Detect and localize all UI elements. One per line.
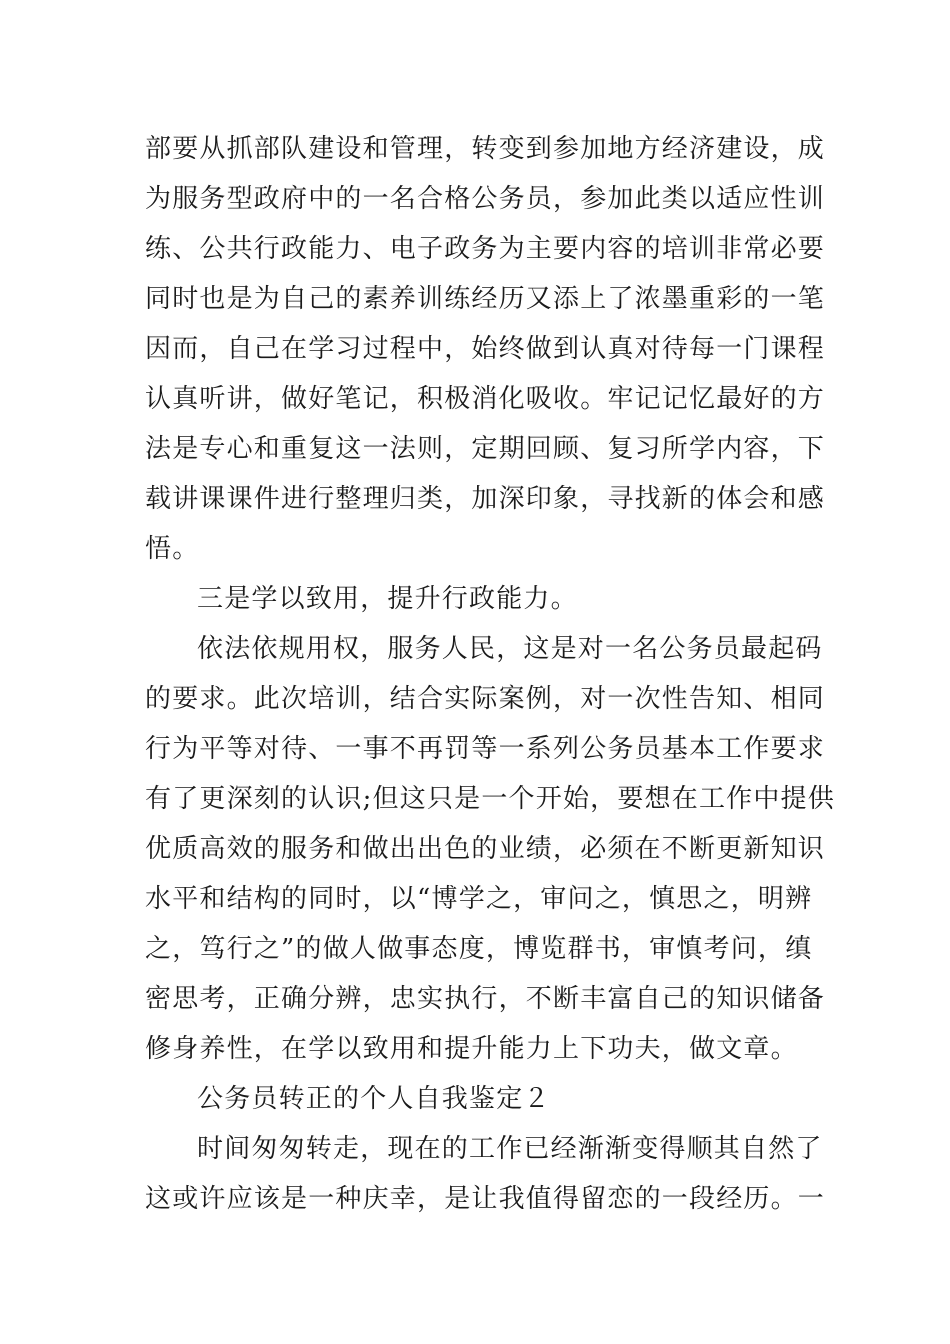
text-line: 因而，自己在学习过程中，始终做到认真对待每一门课程 xyxy=(145,334,826,364)
text-line: 有了更深刻的认识;但这只是一个开始，要想在工作中提供 xyxy=(145,784,835,814)
text-line: 同时也是为自己的素养训练经历又添上了浓墨重彩的一笔 xyxy=(145,284,826,314)
text-line: 水平和结构的同时，以“博学之，审问之，慎思之，明辨 xyxy=(145,884,813,914)
text-line: 优质高效的服务和做出出色的业绩，必须在不断更新知识 xyxy=(145,834,826,864)
text-line: 之，笃行之”的做人做事态度，博览群书，审慎考问，缜 xyxy=(145,934,813,964)
text-line: 悟。 xyxy=(145,534,200,564)
text-line: 密思考，正确分辨，忠实执行，不断丰富自己的知识储备 xyxy=(145,984,826,1014)
paragraph-first-line: 依法依规用权，服务人民，这是对一名公务员最起码 xyxy=(197,634,823,664)
text-line: 认真听讲，做好笔记，积极消化吸收。牢记记忆最好的方 xyxy=(145,384,826,414)
text-line: 练、公共行政能力、电子政务为主要内容的培训非常必要 xyxy=(145,234,826,264)
section-heading: 三是学以致用，提升行政能力。 xyxy=(197,584,578,614)
text-line: 为服务型政府中的一名合格公务员，参加此类以适应性训 xyxy=(145,184,826,214)
section-title: 公务员转正的个人自我鉴定２ xyxy=(197,1084,551,1114)
text-line: 的要求。此次培训，结合实际案例，对一次性告知、相同 xyxy=(145,684,826,714)
text-line: 载讲课课件进行整理归类，加深印象，寻找新的体会和感 xyxy=(145,484,826,514)
text-line: 修身养性，在学以致用和提升能力上下功夫，做文章。 xyxy=(145,1034,798,1064)
paragraph-first-line: 时间匆匆转走，现在的工作已经渐渐变得顺其自然了 xyxy=(197,1134,823,1164)
text-line: 部要从抓部队建设和管理，转变到参加地方经济建设，成 xyxy=(145,134,826,164)
text-line: 法是专心和重复这一法则，定期回顾、复习所学内容，下 xyxy=(145,434,826,464)
text-line: 这或许应该是一种庆幸，是让我值得留恋的一段经历。一 xyxy=(145,1184,826,1214)
text-line: 行为平等对待、一事不再罚等一系列公务员基本工作要求 xyxy=(145,734,826,764)
